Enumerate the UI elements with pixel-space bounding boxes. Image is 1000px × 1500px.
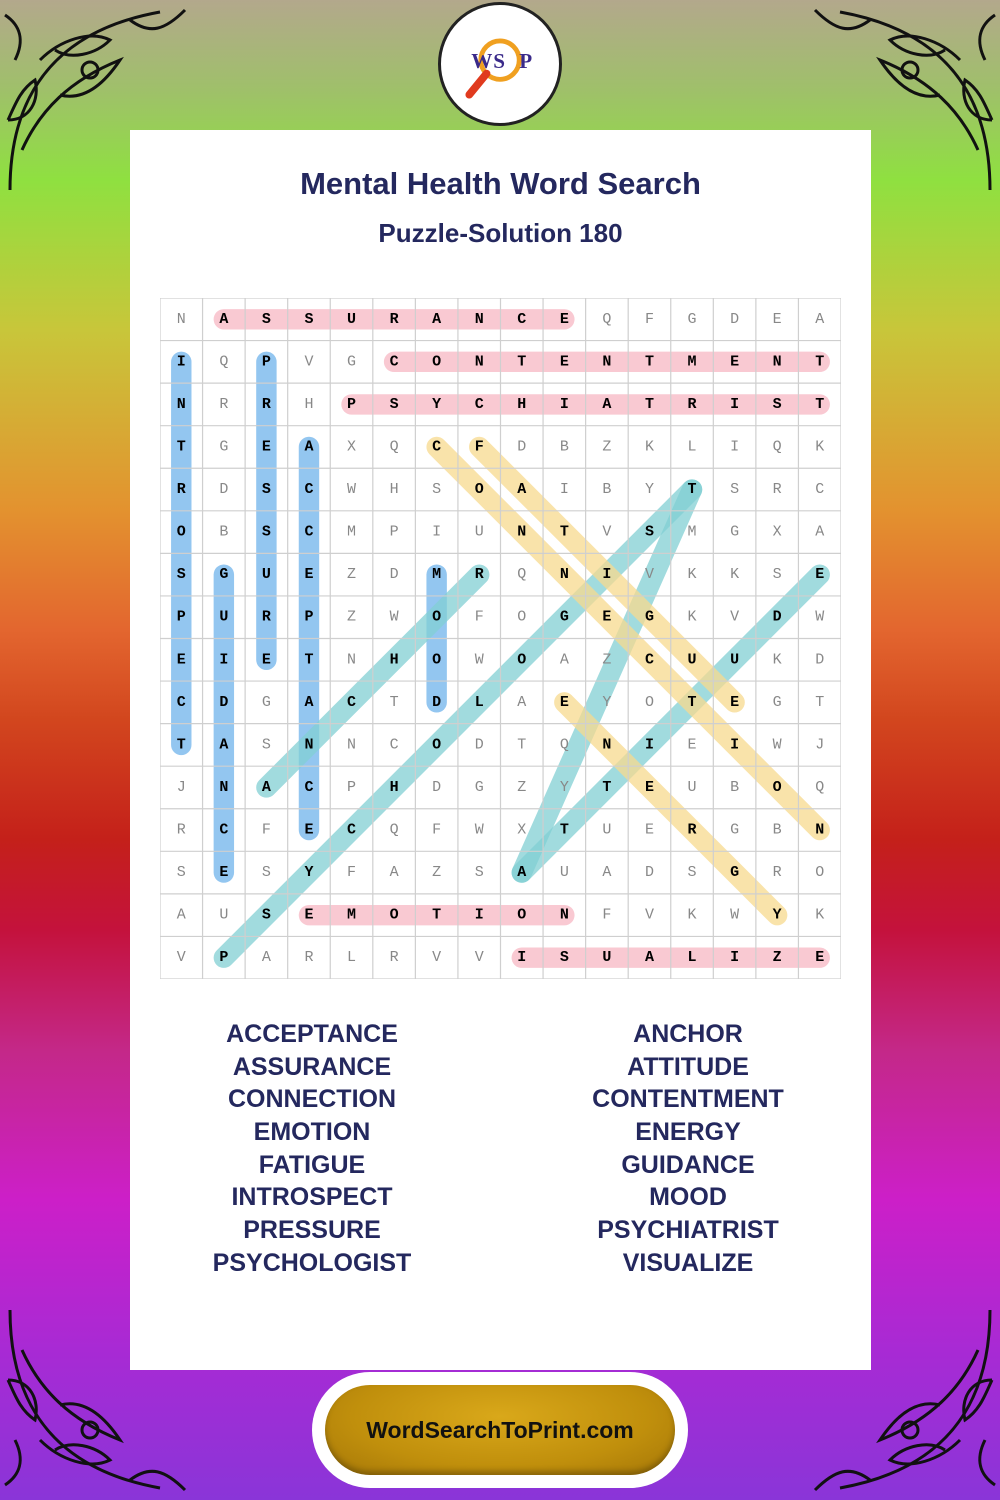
grid-cell-letter[interactable]: T [517,353,527,371]
grid-cell-letter[interactable]: W [730,906,740,924]
grid-cell-letter[interactable]: F [347,864,357,882]
grid-cell-letter[interactable]: T [815,693,825,711]
grid-cell-letter[interactable]: A [219,736,229,754]
grid-cell-letter[interactable]: C [304,778,314,796]
grid-cell-letter[interactable]: M [347,906,357,924]
grid-cell-letter[interactable]: A [261,949,271,967]
grid-cell-letter[interactable]: Y [602,693,612,711]
grid-cell-letter[interactable]: T [559,523,569,541]
grid-cell-letter[interactable]: X [772,523,782,541]
grid-cell-letter[interactable]: N [815,821,825,839]
grid-cell-letter[interactable]: S [176,864,186,882]
word-list-right [538,1018,838,1280]
grid-cell-letter[interactable]: W [389,608,399,626]
grid-cell-letter[interactable]: K [687,566,697,584]
grid-cell-letter[interactable]: G [219,438,229,456]
grid-cell-letter[interactable]: Z [602,438,612,456]
grid-cell-letter[interactable]: I [559,395,569,413]
grid-cell-letter[interactable]: U [602,821,612,839]
grid-cell-letter[interactable]: U [687,651,697,669]
word-list-item: ATTITUDE [627,1052,749,1081]
grid-cell-letter[interactable]: C [644,651,654,669]
grid-cell-letter[interactable]: I [730,395,740,413]
word-list-item: ASSURANCE [232,1052,392,1081]
grid-cell-letter[interactable]: P [261,353,271,371]
grid-cell-letter[interactable]: J [815,736,825,754]
grid-cell-letter[interactable]: Q [517,566,527,584]
grid-cell-letter[interactable]: F [602,906,612,924]
grid-cell-letter[interactable]: O [474,481,484,499]
word-list-left [162,1018,462,1280]
grid-cell-letter[interactable]: S [176,566,186,584]
grid-cell-letter[interactable]: I [730,438,740,456]
word-list-item: ANCHOR [633,1020,743,1048]
grid-cell-letter[interactable]: F [261,821,271,839]
grid-cell-letter[interactable]: V [644,566,654,584]
logo-letter-s: S [493,48,506,73]
grid-cell-letter[interactable]: V [176,949,186,967]
word-list-item: CONNECTION [227,1085,397,1114]
footer-pill [312,1372,688,1488]
grid-cell-letter[interactable]: Y [304,864,314,882]
grid-cell-letter[interactable]: P [219,949,229,967]
grid-cell-letter[interactable]: O [432,651,442,669]
grid-cell-letter[interactable]: B [602,481,612,499]
grid-cell-letter[interactable]: H [517,395,527,413]
grid-cell-letter[interactable]: N [517,523,527,541]
grid-cell-letter[interactable]: S [559,949,569,967]
word-list-item: MOOD [649,1183,727,1212]
grid-cell-letter[interactable]: G [730,821,740,839]
grid-cell-letter[interactable]: T [644,395,654,413]
grid-cell-letter[interactable]: K [687,906,697,924]
word-search-grid [160,298,841,979]
grid-cell-letter[interactable]: S [432,481,442,499]
grid-cell-letter[interactable]: S [261,906,271,924]
grid-cell-letter[interactable]: Q [389,438,399,456]
grid-cell-letter[interactable]: W [474,821,484,839]
grid-cell-letter[interactable]: C [347,693,357,711]
word-list-item: CONTENTMENT [592,1085,784,1114]
grid-cell-letter[interactable]: A [602,395,612,413]
grid-cell-letter[interactable]: N [176,395,186,413]
grid-cell-letter[interactable]: V [304,353,314,371]
grid-cell-letter[interactable]: Z [347,566,357,584]
grid-cell-letter[interactable]: R [389,949,399,967]
grid-cell-letter[interactable]: I [176,353,186,371]
grid-cell-letter[interactable]: C [347,821,357,839]
grid-cell-letter[interactable]: Q [219,353,229,371]
grid-cell-letter[interactable]: O [176,523,186,541]
grid-cell-letter[interactable]: C [389,353,399,371]
grid-cell-letter[interactable]: E [815,949,825,967]
grid-cell-letter[interactable]: T [517,736,527,754]
grid-cell-letter[interactable]: E [176,651,186,669]
grid-cell-letter[interactable]: F [644,310,654,328]
word-list-item: ACCEPTANCE [226,1020,398,1048]
grid-cell-letter[interactable]: C [432,438,442,456]
grid-cell-letter[interactable]: B [730,778,740,796]
grid-cell-letter[interactable]: D [644,864,654,882]
grid-cell-letter[interactable]: N [347,736,357,754]
grid-cell-letter[interactable]: K [772,651,782,669]
grid-cell-letter[interactable]: S [389,395,399,413]
grid-cell-letter[interactable]: R [261,395,271,413]
grid-cell-letter[interactable]: N [602,736,612,754]
grid-cell-letter[interactable]: I [432,523,442,541]
grid-cell-letter[interactable]: R [304,949,314,967]
grid-cell-letter[interactable]: U [687,778,697,796]
grid-cell-letter[interactable]: W [347,481,357,499]
logo-letter-p: P [519,48,533,73]
grid-cell-letter[interactable]: M [432,566,442,584]
grid-cell-letter[interactable]: E [602,608,612,626]
grid-cell-letter[interactable]: O [389,906,399,924]
grid-cell-letter[interactable]: A [389,864,399,882]
grid-cell-letter[interactable]: N [304,736,314,754]
grid-cell-letter[interactable]: D [389,566,399,584]
grid-cell-letter[interactable]: A [815,310,825,328]
grid-cell-letter[interactable]: U [559,864,569,882]
grid-cell-letter[interactable]: T [602,778,612,796]
grid-cell-letter[interactable]: I [730,736,740,754]
grid-cell-letter[interactable]: A [176,906,186,924]
grid-cell-letter[interactable]: Y [644,481,654,499]
grid-cell-letter[interactable]: G [347,353,357,371]
word-list-item: FATIGUE [258,1150,366,1179]
grid-cell-letter[interactable]: R [176,821,186,839]
grid-cell-letter[interactable]: O [644,693,654,711]
grid-cell-letter[interactable]: S [644,523,654,541]
grid-cell-letter[interactable]: N [474,353,484,371]
grid-cell-letter[interactable]: S [304,310,314,328]
grid-cell-letter[interactable]: K [730,566,740,584]
grid-cell-letter[interactable]: T [815,395,825,413]
grid-cell-letter[interactable]: D [432,778,442,796]
grid-cell-letter[interactable]: P [347,778,357,796]
grid-cell-letter[interactable]: R [176,481,186,499]
grid-cell-letter[interactable]: K [644,438,654,456]
grid-cell-letter[interactable]: S [261,481,271,499]
word-list-item: PSYCHIATRIST [597,1216,779,1245]
grid-cell-letter[interactable]: Q [772,438,782,456]
grid-cell-letter[interactable]: D [815,651,825,669]
grid-cell-letter[interactable]: G [730,523,740,541]
grid-cell-letter[interactable]: U [219,906,229,924]
grid-cell-letter[interactable]: X [347,438,357,456]
grid-cell-letter[interactable]: A [432,310,442,328]
grid-cell-letter[interactable]: B [772,821,782,839]
grid-cell-letter[interactable]: C [389,736,399,754]
word-list-item: ENERGY [635,1118,741,1147]
grid-cell-letter[interactable]: T [644,353,654,371]
grid-cell-letter[interactable]: F [474,438,484,456]
grid-cell-letter[interactable]: K [815,906,825,924]
word-list-item: INTROSPECT [231,1183,393,1212]
grid-cell-letter[interactable]: O [517,651,527,669]
grid-cell-letter[interactable]: H [389,651,399,669]
grid-cell-letter[interactable]: T [304,651,314,669]
grid-cell-letter[interactable]: R [261,608,271,626]
grid-cell-letter[interactable]: P [304,608,314,626]
page-title: Mental Health Word Search [300,166,701,201]
grid-cell-letter[interactable]: E [261,438,271,456]
grid-cell-letter[interactable]: O [517,608,527,626]
grid-cell-letter[interactable]: P [347,395,357,413]
grid-cell-letter[interactable]: C [304,523,314,541]
grid-cell-letter[interactable]: C [304,481,314,499]
grid-cell-letter[interactable]: K [815,438,825,456]
grid-cell-letter[interactable]: E [304,906,314,924]
grid-cell-letter[interactable]: R [772,864,782,882]
grid-cell-letter[interactable]: W [772,736,782,754]
grid-cell-letter[interactable]: N [559,566,569,584]
grid-cell-letter[interactable]: Y [772,906,782,924]
grid-cell-letter[interactable]: S [730,481,740,499]
grid-cell-letter[interactable]: V [432,949,442,967]
grid-cell-letter[interactable]: D [219,693,229,711]
grid-cell-letter[interactable]: E [304,821,314,839]
grid-cell-letter[interactable]: Y [559,778,569,796]
grid-cell-letter[interactable]: M [347,523,357,541]
grid-cell-letter[interactable]: Q [389,821,399,839]
grid-cell-letter[interactable]: A [644,949,654,967]
grid-cell-letter[interactable]: G [730,864,740,882]
grid-cell-letter[interactable]: V [644,906,654,924]
grid-cell-letter[interactable]: C [474,395,484,413]
grid-cell-letter[interactable]: N [219,778,229,796]
grid-cell-letter[interactable]: L [474,693,484,711]
grid-cell-letter[interactable]: G [474,778,484,796]
grid-cell-letter[interactable]: A [559,651,569,669]
word-list-item: EMOTION [253,1118,371,1147]
grid-cell-letter[interactable]: I [730,949,740,967]
grid-cell-letter[interactable]: V [474,949,484,967]
grid-cell-letter[interactable]: E [772,310,782,328]
word-list-item: GUIDANCE [621,1150,755,1179]
grid-cell-letter[interactable]: R [219,395,229,413]
grid-cell-letter[interactable]: A [219,310,229,328]
grid-cell-letter[interactable]: I [644,736,654,754]
grid-cell-letter[interactable]: T [815,353,825,371]
grid-cell-letter[interactable]: S [474,864,484,882]
grid-cell-letter[interactable]: Z [432,864,442,882]
grid-cell-letter[interactable]: R [687,395,697,413]
grid-cell-letter[interactable]: B [219,523,229,541]
grid-cell-letter[interactable]: O [517,906,527,924]
grid-cell-letter[interactable]: W [474,651,484,669]
grid-cell-letter[interactable]: S [687,864,697,882]
grid-cell-letter[interactable]: Z [772,949,782,967]
grid-cell-letter[interactable]: N [474,310,484,328]
grid-cell-letter[interactable]: V [602,523,612,541]
grid-cell-letter[interactable]: A [517,693,527,711]
grid-cell-letter[interactable]: V [730,608,740,626]
grid-cell-letter[interactable]: T [176,736,186,754]
grid-cell-letter[interactable]: S [772,395,782,413]
grid-cell-letter[interactable]: T [687,481,697,499]
grid-cell-letter[interactable]: E [559,310,569,328]
grid-cell-letter[interactable]: E [644,778,654,796]
grid-cell-letter[interactable]: A [261,778,271,796]
grid-cell-letter[interactable]: A [517,481,527,499]
page-subtitle: Puzzle-Solution 180 [378,218,623,248]
grid-cell-letter[interactable]: N [602,353,612,371]
grid-cell-letter[interactable]: T [432,906,442,924]
grid-cell-letter[interactable]: D [772,608,782,626]
grid-cell-letter[interactable]: U [219,608,229,626]
grid-cell-letter[interactable]: U [602,949,612,967]
grid-cell-letter[interactable]: I [474,906,484,924]
grid-cell-letter[interactable]: Z [602,651,612,669]
grid-cell-letter[interactable]: G [644,608,654,626]
grid-cell-letter[interactable]: O [432,736,442,754]
grid-cell-letter[interactable]: S [261,310,271,328]
grid-cell-letter[interactable]: O [815,864,825,882]
grid-cell-letter[interactable]: Q [559,736,569,754]
grid-cell-letter[interactable]: A [602,864,612,882]
grid-cell-letter[interactable]: I [559,481,569,499]
grid-cell-letter[interactable]: I [219,651,229,669]
puzzle-card [130,130,871,1370]
grid-cell-letter[interactable]: G [219,566,229,584]
grid-cell-letter[interactable]: P [176,608,186,626]
grid-cell-letter[interactable]: T [687,693,697,711]
grid-cell-letter[interactable]: E [261,651,271,669]
grid-cell-letter[interactable]: E [815,566,825,584]
logo-letter-w: W [471,48,493,73]
grid-cell-letter[interactable]: C [815,481,825,499]
grid-cell-letter[interactable]: E [559,353,569,371]
grid-cell-letter[interactable]: H [389,481,399,499]
grid-cell-letter[interactable]: E [687,736,697,754]
word-list-item: PRESSURE [243,1216,381,1245]
grid-cell-letter[interactable]: N [176,310,186,328]
grid-cell-letter[interactable]: T [389,693,399,711]
grid-cell-letter[interactable]: G [772,693,782,711]
grid-cell-letter[interactable]: L [347,949,357,967]
grid-cell-letter[interactable]: T [176,438,186,456]
grid-cell-letter[interactable]: Q [602,310,612,328]
grid-cell-letter[interactable]: G [559,608,569,626]
grid-cell-letter[interactable]: G [261,693,271,711]
grid-cell-letter[interactable]: A [304,438,314,456]
grid-cell-letter[interactable]: W [815,608,825,626]
grid-cell-letter[interactable]: B [559,438,569,456]
grid-cell-letter[interactable]: S [772,566,782,584]
grid-cell-letter[interactable]: D [730,310,740,328]
grid-cell-letter[interactable]: O [432,608,442,626]
grid-cell-letter[interactable]: X [517,821,527,839]
word-list-item: PSYCHOLOGIST [212,1248,412,1277]
website-link-button[interactable]: WordSearchToPrint.com [325,1385,675,1475]
grid-cell-letter[interactable]: U [347,310,357,328]
grid-cell-letter[interactable]: A [815,523,825,541]
grid-cell-letter[interactable]: A [517,864,527,882]
grid-cell-letter[interactable]: L [687,949,697,967]
grid-cell-letter[interactable]: I [602,566,612,584]
letter-grid [160,298,841,979]
grid-cell-letter[interactable]: L [687,438,697,456]
grid-cell-letter[interactable]: M [687,353,697,371]
grid-cell-letter[interactable]: D [432,693,442,711]
grid-cell-letter[interactable]: K [687,608,697,626]
grid-cell-letter[interactable]: C [176,693,186,711]
grid-cell-letter[interactable]: D [219,481,229,499]
grid-cell-letter[interactable]: I [517,949,527,967]
grid-cell-letter[interactable]: E [730,353,740,371]
grid-cell-letter[interactable]: E [559,693,569,711]
grid-cell-letter[interactable]: N [559,906,569,924]
grid-cell-letter[interactable]: U [261,566,271,584]
grid-cell-letter[interactable]: D [474,736,484,754]
grid-cell-letter[interactable]: D [517,438,527,456]
grid-cell-letter[interactable]: E [304,566,314,584]
word-list-item: VISUALIZE [622,1248,754,1277]
grid-cell-letter[interactable]: U [730,651,740,669]
wsp-logo[interactable] [438,2,562,126]
grid-cell-letter[interactable]: S [261,523,271,541]
grid-cell-letter[interactable]: N [347,651,357,669]
grid-cell-letter[interactable]: F [474,608,484,626]
grid-cell-letter[interactable]: C [219,821,229,839]
grid-cell-letter[interactable]: E [730,693,740,711]
grid-cell-letter[interactable]: Q [815,778,825,796]
grid-cell-letter[interactable]: H [389,778,399,796]
grid-cell-letter[interactable]: R [474,566,484,584]
grid-cell-letter[interactable]: R [389,310,399,328]
grid-cell-letter[interactable]: T [559,821,569,839]
grid-cell-letter[interactable]: E [644,821,654,839]
grid-cell-letter[interactable]: R [687,821,697,839]
grid-cell-letter[interactable]: N [772,353,782,371]
grid-cell-letter[interactable]: S [261,736,271,754]
grid-cell-letter[interactable]: F [432,821,442,839]
grid-cell-letter[interactable]: G [687,310,697,328]
grid-cell-letter[interactable]: M [687,523,697,541]
grid-cell-letter[interactable]: Z [347,608,357,626]
magnifier-icon [452,16,548,112]
grid-cell-letter[interactable]: R [772,481,782,499]
grid-cell-letter[interactable]: S [261,864,271,882]
grid-cell-letter[interactable]: E [219,864,229,882]
grid-cell-letter[interactable]: O [772,778,782,796]
grid-cell-letter[interactable]: U [474,523,484,541]
grid-cell-letter[interactable]: H [304,395,314,413]
grid-cell-letter[interactable]: Y [432,395,442,413]
grid-cell-letter[interactable]: J [176,778,186,796]
grid-cell-letter[interactable]: Z [517,778,527,796]
grid-cell-letter[interactable]: O [432,353,442,371]
grid-cell-letter[interactable]: P [389,523,399,541]
grid-cell-letter[interactable]: A [304,693,314,711]
grid-cell-letter[interactable]: C [517,310,527,328]
